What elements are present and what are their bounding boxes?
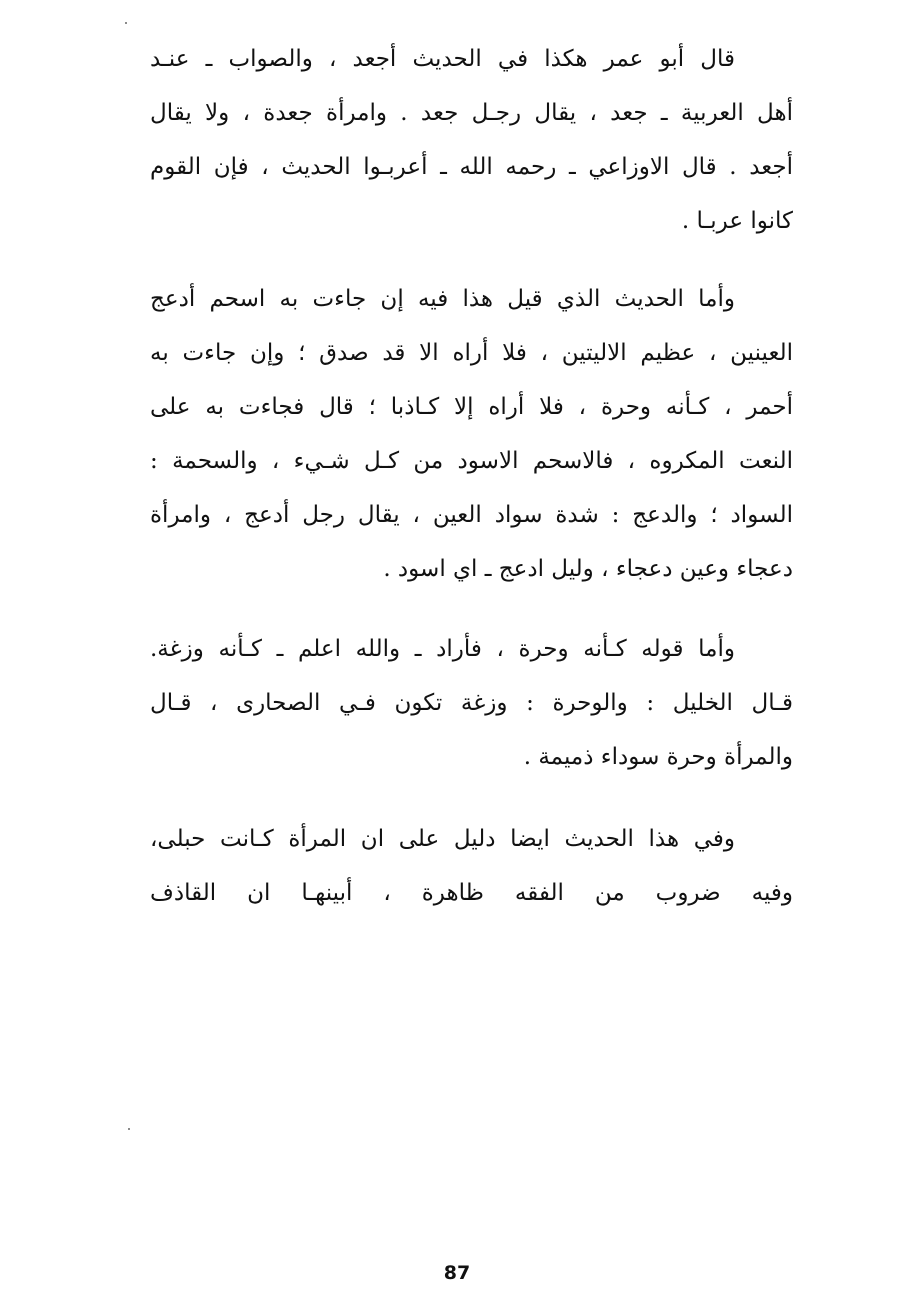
text-line: قـال الخليل : والوحرة : وزغة تكون فـي الصحارى ، قـال — [150, 690, 793, 716]
text-line: دعجاء وعين دعجاء ، وليل ادعج ـ اي اسود . — [383, 556, 793, 582]
text-line: النعت المكروه ، فالاسحم الاسود من كـل شـيء ، والسحمة : — [150, 448, 793, 474]
text-line: وأما الحديث الذي قيل هذا فيه إن جاءت به اسحم أدعج — [150, 286, 735, 312]
text-line: والمرأة وحرة سوداء ذميمة . — [523, 744, 793, 770]
paragraph-1 — [150, 32, 793, 248]
scan-speck — [128, 1128, 130, 1130]
text-line: وفيه ضروب من الفقه ظاهرة ، أبينهـا ان القاذف — [150, 880, 793, 906]
text-line: قال أبو عمر هكذا في الحديث أجعد ، والصواب ـ عنـد — [150, 46, 735, 72]
paragraph-3 — [150, 622, 793, 784]
text-line: السواد ؛ والدعج : شدة سواد العين ، يقال رجل أدعج ، وامرأة — [150, 502, 793, 528]
text-line: أهل العربية ـ جعد ، يقال رجـل جعد . وامرأة جعدة ، ولا يقال — [150, 100, 793, 126]
text-line: أجعد . قال الاوزاعي ـ رحمه الله ـ أعربـوا الحديث ، فإن القوم — [150, 154, 793, 180]
paragraph-2 — [150, 272, 793, 596]
paragraph-4 — [150, 812, 793, 920]
text-line: وفي هذا الحديث ايضا دليل على ان المرأة كـانت حبلى، — [150, 826, 735, 852]
page-number: 87 — [443, 1262, 471, 1284]
text-line: العينين ، عظيم الاليتين ، فلا أراه الا قد صدق ؛ وإن جاءت به — [150, 340, 793, 366]
text-line: وأما قوله كـأنه وحرة ، فأراد ـ والله اعلم ـ كـأنه وزغة. — [150, 636, 735, 662]
text-line: أحمر ، كـأنه وحرة ، فلا أراه إلا كـاذبا ؛ قال فجاءت به على — [150, 394, 793, 420]
text-line: كانوا عربـا . — [681, 208, 793, 234]
scan-speck — [125, 22, 127, 24]
